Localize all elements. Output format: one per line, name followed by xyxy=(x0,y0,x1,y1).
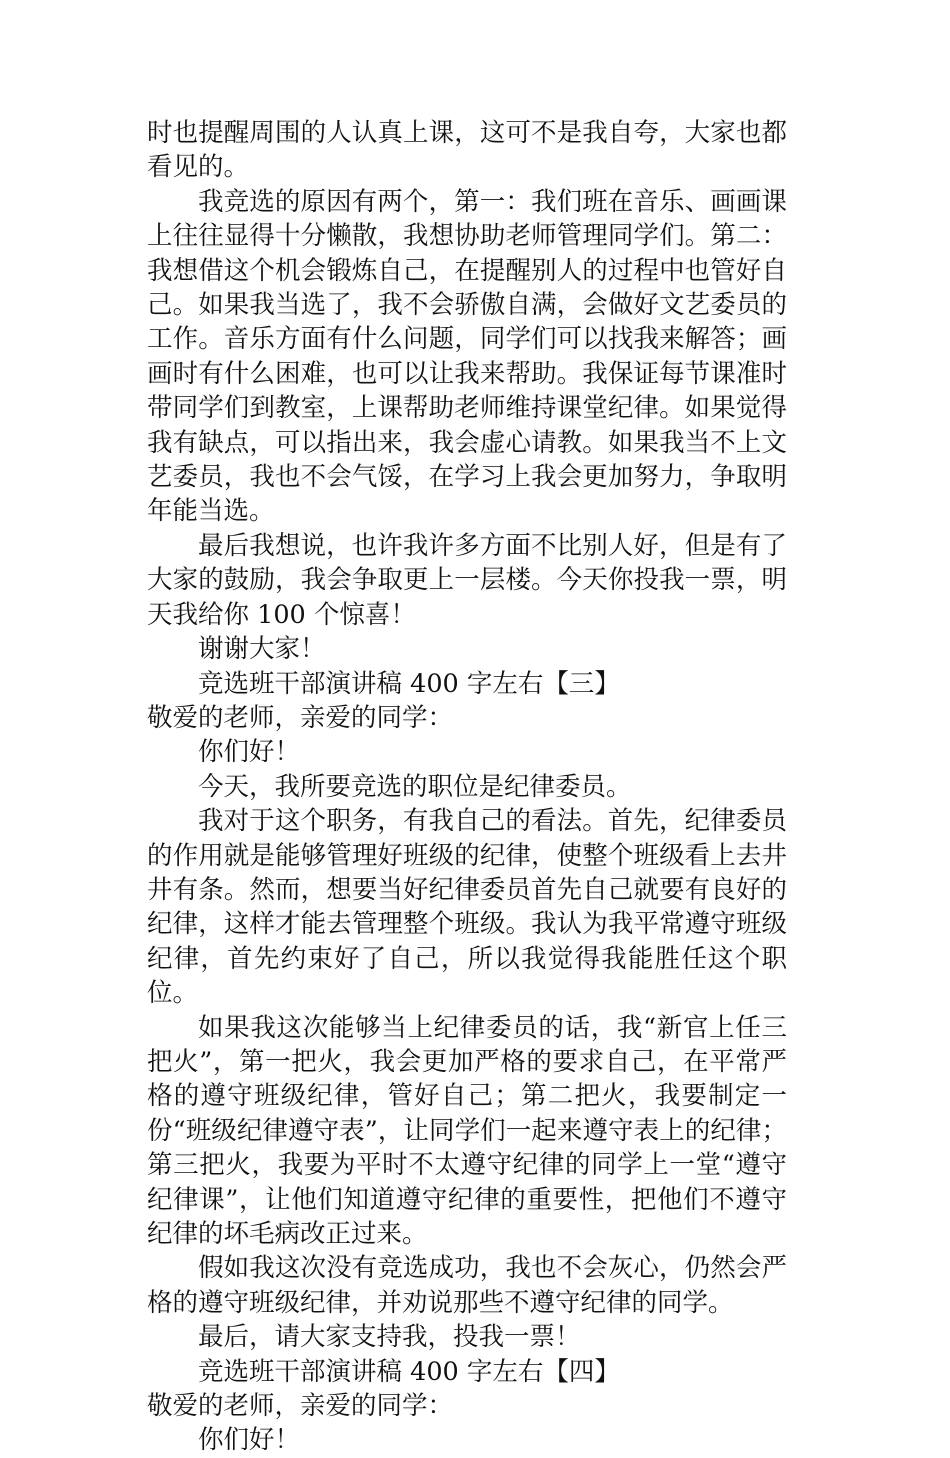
paragraph: 我对于这个职务，有我自己的看法。首先，纪律委员的作用就是能够管理好班级的纪律，使整个班级看上去井井有条。然而，想要当好纪律委员首先自己就要有良好的纪律，这样才能去管理整个班级。我认为我平常遵守班级纪律，首先约束好了自己，所以我觉得我能胜任这个职位。 xyxy=(147,806,787,1009)
paragraph: 谢谢大家！ xyxy=(198,634,326,665)
section-heading: 竞选班干部演讲稿 400 字左右【四】 xyxy=(198,1356,620,1387)
greeting: 你们好！ xyxy=(198,1425,301,1456)
paragraph: 最后我想说，也许我许多方面不比别人好，但是有了大家的鼓励，我会争取更上一层楼。今天你投我一票，明天我给你 100 个惊喜！ xyxy=(147,530,787,630)
paragraph: 我竞选的原因有两个，第一：我们班在音乐、画画课上往往显得十分懒散，我想协助老师管理同学们。第二：我想借这个机会锻炼自己，在提醒别人的过程中也管好自己。如果我当选了，我不会骄傲自满，会做好文艺委员的工作。音乐方面有什么问题，同学们可以找我来解答；画画时有什么困难，也可以让我来帮助。我保证每节课准时带同学们到教室，上课帮助老师维持课堂纪律。如果觉得我有缺点，可以指出来，我会虚心请教。如果我当不上文艺委员，我也不会气馁，在学习上我会更加努力，争取明年能当选。 xyxy=(147,186,787,527)
paragraph: 假如我这次没有竞选成功，我也不会灰心，仍然会严格的遵守班级纪律，并劝说那些不遵守纪律的同学。 xyxy=(147,1253,787,1318)
salutation: 敬爱的老师，亲爱的同学： xyxy=(147,1391,454,1422)
salutation: 敬爱的老师，亲爱的同学： xyxy=(147,702,454,733)
paragraph: 如果我这次能够当上纪律委员的话，我“新官上任三把火”，第一把火，我会更加严格的要求自己，在平常严格的遵守班级纪律，管好自己；第二把火，我要制定一份“班级纪律遵守表”，让同学们一起来遵守表上的纪律；第三把火，我要为平时不太遵守纪律的同学上一堂“遵守纪律课”，让他们知道遵守纪律的重要性，把他们不遵守纪律的坏毛病改正过来。 xyxy=(147,1012,787,1249)
document-body xyxy=(147,116,787,1458)
paragraph: 最后，请大家支持我，投我一票！ xyxy=(198,1322,581,1353)
paragraph: 今天，我所要竞选的职位是纪律委员。 xyxy=(198,771,632,802)
section-heading: 竞选班干部演讲稿 400 字左右【三】 xyxy=(198,668,620,699)
greeting: 你们好！ xyxy=(198,737,301,768)
paragraph: 时也提醒周围的人认真上课，这可不是我自夸，大家也都看见的。 xyxy=(147,118,787,183)
